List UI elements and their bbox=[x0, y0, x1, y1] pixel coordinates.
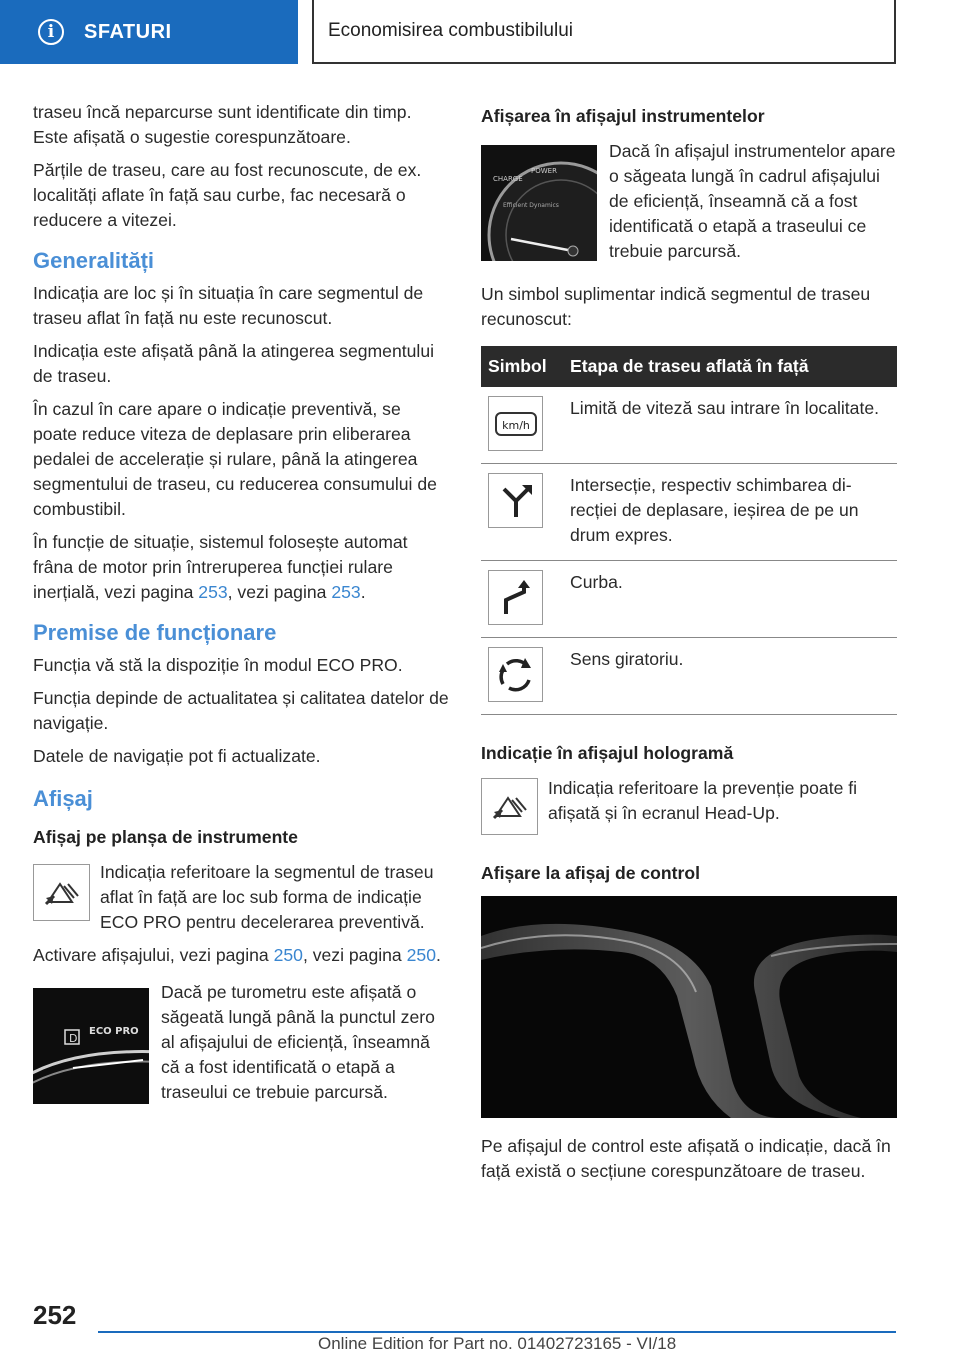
page-link-253[interactable]: 253 bbox=[198, 582, 228, 602]
table-cell bbox=[481, 638, 563, 715]
page-link-250[interactable]: 250 bbox=[406, 945, 436, 965]
chapter-title: Economisirea combustibilului bbox=[312, 0, 896, 64]
paragraph: Funcția depinde de actualitatea și calitatea datelor de navigație. bbox=[33, 688, 449, 733]
paragraph: Dacă în afișajul instrumentelor apare o săgeata lungă în cadrul afișajului de eficiență, înseamnă că a fost identificată o etapă a traseului ce trebuie parcursă. bbox=[609, 141, 896, 261]
heading-hologram: Indicație în afișajul hologramă bbox=[481, 743, 734, 763]
charge-label: CHARGE bbox=[493, 175, 523, 183]
paragraph: Datele de navigație pot fi actualizate. bbox=[33, 746, 321, 766]
efficient-dynamics-label: Efficient Dynamics bbox=[503, 202, 559, 209]
table-row bbox=[481, 561, 897, 638]
right-column bbox=[481, 100, 897, 1192]
column-header: Etapa de traseu aflată în față bbox=[563, 346, 897, 387]
eco-pro-label: ECO PRO bbox=[89, 1026, 139, 1037]
section-tab bbox=[0, 0, 298, 64]
section-tab-label: SFATURI bbox=[84, 20, 172, 43]
heading-control-display: Afișare la afișaj de control bbox=[481, 863, 701, 883]
eco-pro-deceleration-icon bbox=[33, 864, 90, 921]
paragraph: Indicația referitoare la segmentul de traseu aflat în față are loc sub forma de indicație ECO PRO pentru decelerarea preventivă. bbox=[100, 862, 434, 932]
gear-indicator: D bbox=[69, 1032, 78, 1045]
table-cell bbox=[481, 464, 563, 561]
text: , vezi pagina bbox=[227, 582, 332, 602]
text: . bbox=[360, 582, 366, 602]
edition-note: Online Edition for Part no. 01402723165 - VI/18 bbox=[318, 1334, 677, 1353]
footer-divider bbox=[98, 1331, 896, 1333]
heading-generalitati: Generalități bbox=[33, 248, 155, 273]
eco-pro-tachometer-photo bbox=[33, 988, 149, 1104]
head-up-deceleration-icon bbox=[481, 778, 538, 835]
table-cell: Sens giratoriu. bbox=[563, 638, 897, 715]
info-icon: i bbox=[38, 19, 64, 45]
paragraph: Dacă pe turometru este afișată o săgeată lungă până la punctul zero al afișajului de eficiență, înseamnă că a fost identificată o etapă a traseului ce trebuie parcursă. bbox=[161, 982, 435, 1102]
paragraph bbox=[33, 943, 449, 968]
paragraph: Indicația este afișată până la atingerea segmentului de traseu. bbox=[33, 341, 435, 386]
heading-plansa-instrumente: Afișaj pe planșa de instrumente bbox=[33, 827, 298, 847]
text: . bbox=[435, 945, 441, 965]
intersection-icon bbox=[488, 473, 543, 528]
page-link-253[interactable]: 253 bbox=[331, 582, 361, 602]
table-cell bbox=[481, 561, 563, 638]
table-cell: Limită de viteză sau intrare în localitate. bbox=[563, 387, 897, 464]
paragraph: În cazul în care apare o indicație preventivă, se poate reduce viteza de deplasare prin eliberarea pedalei de accelerație și rulare, până la atingerea segmentului de traseu, cu reducerea consumului de combustibil. bbox=[33, 399, 437, 519]
paragraph: Părțile de traseu, care au fost recunoscute, de ex. localități aflate în față sau curbe, fac necesară o reducere a vitezei. bbox=[33, 160, 422, 230]
text: În funcție de situație, sistemul folosește automat frâna de motor prin întreruperea funcției rulare inerțială, vezi pagina bbox=[33, 532, 408, 602]
heading-afisaj-instrumente: Afișarea în afișajul instrumentelor bbox=[481, 106, 765, 126]
page-link-250[interactable]: 250 bbox=[273, 945, 303, 965]
page-number: 252 bbox=[33, 1300, 77, 1330]
curve-icon bbox=[488, 570, 543, 625]
left-column bbox=[33, 100, 449, 1113]
table-cell bbox=[481, 387, 563, 464]
paragraph: traseu încă neparcurse sunt identificate din timp. Este afișată o sugestie corespunzătoare. bbox=[33, 102, 412, 147]
table-cell: Intersecție, respectiv schimbarea direcției de deplasare, ieșirea de pe un drum expres. bbox=[563, 464, 897, 561]
column-header: Simbol bbox=[481, 346, 563, 387]
speed-limit-kmh-icon bbox=[488, 396, 543, 451]
control-display-route-image bbox=[481, 896, 897, 1118]
paragraph: Funcția vă stă la dispoziție în modul ECO PRO. bbox=[33, 655, 403, 675]
text: Activare afișajului, vezi pagina bbox=[33, 945, 274, 965]
kmh-text: km/h bbox=[501, 418, 530, 432]
paragraph: Indicația are loc și în situația în care segmentul de traseu aflat în față nu este recunoscut. bbox=[33, 283, 424, 328]
roundabout-icon bbox=[488, 647, 543, 702]
text: , vezi pagina bbox=[302, 945, 407, 965]
paragraph: Pe afișajul de control este afișată o indicație, dacă în față există o secțiune corespunzătoare de traseu. bbox=[481, 1136, 891, 1181]
table-row bbox=[481, 638, 897, 715]
heading-premise: Premise de funcționare bbox=[33, 620, 277, 645]
power-label: POWER bbox=[531, 167, 557, 175]
efficiency-gauge-photo bbox=[481, 145, 597, 261]
paragraph: Indicația referitoare la prevenție poate fi afișată și în ecranul Head-Up. bbox=[548, 778, 858, 823]
table-row bbox=[481, 387, 897, 464]
paragraph bbox=[33, 530, 449, 605]
table-header-row bbox=[481, 346, 897, 387]
symbol-table bbox=[481, 346, 897, 715]
table-row bbox=[481, 464, 897, 561]
heading-afisaj: Afișaj bbox=[33, 786, 93, 811]
paragraph: Un simbol suplimentar indică segmentul de traseu recunoscut: bbox=[481, 284, 871, 329]
table-cell: Curba. bbox=[563, 561, 897, 638]
